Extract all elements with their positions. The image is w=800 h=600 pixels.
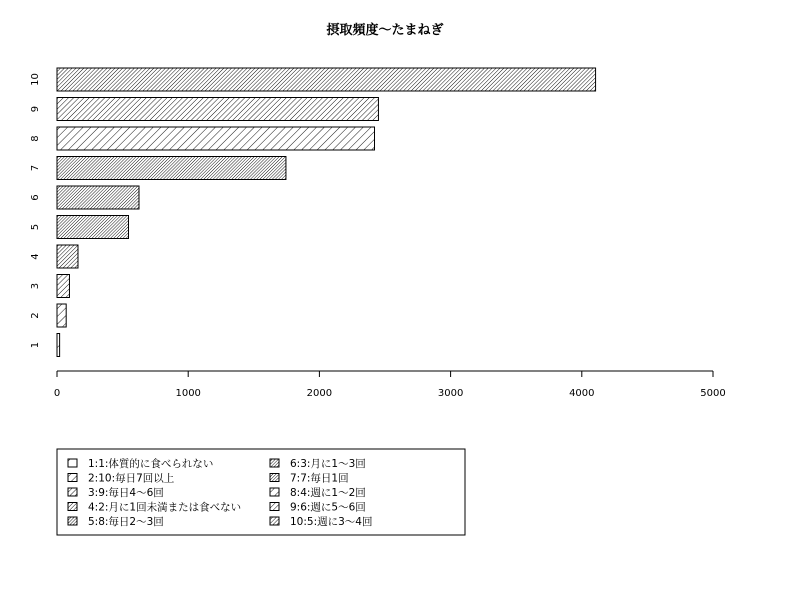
legend-swatch	[270, 503, 279, 511]
y-tick-label: 3	[30, 282, 41, 290]
y-tick-label: 1	[30, 341, 41, 349]
y-tick-label: 9	[30, 105, 41, 113]
legend-entry: 5:8:毎日2〜3回	[88, 516, 164, 528]
legend-entry: 1:1:体質的に食べられない	[88, 458, 214, 470]
x-tick-label: 4000	[569, 388, 595, 399]
legend-swatch	[270, 459, 279, 467]
legend-entry: 8:4:週に1〜2回	[290, 487, 366, 499]
x-axis	[54, 371, 726, 399]
x-tick-label: 5000	[700, 388, 726, 399]
legend-swatch	[68, 459, 77, 467]
bars-group	[57, 68, 596, 357]
bar-10	[57, 68, 596, 91]
y-tick-label: 2	[30, 312, 41, 319]
bar-3	[57, 275, 69, 298]
bar-5	[57, 216, 129, 239]
legend-entry: 9:6:週に5〜6回	[290, 501, 366, 514]
legend-swatch	[270, 517, 279, 525]
legend-swatch	[68, 503, 77, 511]
x-tick-label: 3000	[437, 388, 464, 399]
bar-4	[57, 245, 78, 268]
legend-entry: 2:10:毎日7回以上	[88, 472, 175, 485]
x-tick-label: 1000	[175, 388, 201, 399]
y-tick-label: 6	[30, 194, 41, 201]
legend-entry: 3:9:毎日4〜6回	[88, 487, 164, 499]
y-axis-categories	[30, 73, 41, 348]
y-tick-label: 4	[30, 253, 41, 260]
legend-swatch	[68, 517, 77, 525]
y-tick-label: 10	[30, 73, 41, 86]
bar-1	[57, 334, 60, 357]
y-tick-label: 8	[30, 135, 41, 142]
bar-8	[57, 127, 375, 150]
x-tick-label: 2000	[306, 388, 333, 399]
legend-entry: 6:3:月に1〜3回	[290, 458, 366, 470]
legend-swatch	[270, 474, 279, 482]
legend-entry: 10:5:週に3〜4回	[290, 516, 373, 528]
legend-swatch	[68, 474, 77, 482]
bar-9	[57, 98, 378, 121]
x-tick-label: 0	[53, 388, 61, 399]
bar-2	[57, 304, 66, 327]
chart-title: 摂取頻度〜たまねぎ	[326, 23, 444, 38]
y-tick-label: 7	[30, 164, 41, 172]
legend	[57, 449, 465, 535]
bar-7	[57, 157, 286, 180]
legend-entry: 7:7:毎日1回	[290, 472, 349, 485]
legend-swatch	[270, 488, 279, 496]
legend-entry: 4:2:月に1回未満または食べない	[88, 501, 242, 514]
legend-swatch	[68, 488, 77, 496]
y-tick-label: 5	[30, 223, 41, 231]
bar-6	[57, 186, 139, 209]
